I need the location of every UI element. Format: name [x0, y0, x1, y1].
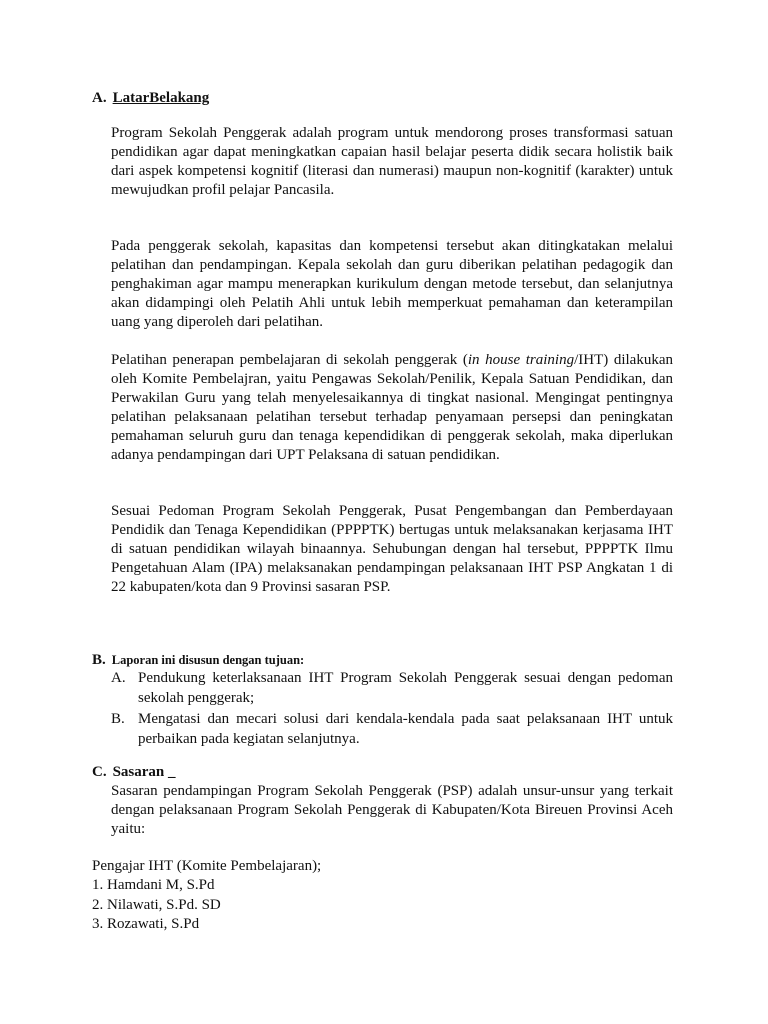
section-a-paragraph-2 — [111, 237, 673, 332]
section-a-letter: A. — [92, 90, 107, 106]
pengajar-name: 1. Hamdani M, S.Pd — [92, 877, 215, 894]
list-marker: A. — [111, 670, 126, 686]
section-a-title: LatarBelakang — [112, 90, 210, 106]
paragraph-3-lead: Pelatihan penerapan pembelajaran di sekolah penggerak ( — [111, 352, 468, 368]
section-b-list — [111, 669, 673, 751]
pengajar-name: 2. Nilawati, S.Pd. SD — [92, 896, 221, 913]
section-c-heading — [92, 762, 176, 782]
section-a-paragraph-3 — [111, 351, 673, 465]
section-c-letter: C. — [92, 764, 107, 780]
section-b-heading — [92, 650, 304, 670]
pengajar-name: 3. Rozawati, S.Pd — [92, 915, 200, 932]
section-a-heading — [92, 88, 209, 108]
paragraph-text: Program Sekolah Penggerak adalah program untuk mendorong proses transformasi satuan pendidikan agar dapat meningkatkan capaian hasil belajar peserta didik secara holistik baik dari aspek kompetensi kognitif (literasi dan numerasi) maupun non-kognitif (karakter) untuk mewujudkan profil pelajar Pancasila. — [111, 125, 673, 198]
section-a-paragraph-4 — [111, 502, 673, 597]
paragraph-text — [111, 351, 673, 465]
paragraph-text: Sasaran pendampingan Program Sekolah Penggerak (PSP) adalah unsur-unsur yang terkait dengan pelaksanaan Program Sekolah Penggerak di Kabupaten/Kota Bireuen Provinsi Aceh yaitu: — [111, 783, 673, 837]
section-a-paragraph-1 — [111, 124, 673, 200]
section-c-title: Sasaran _ — [112, 764, 176, 780]
list-item — [111, 669, 673, 708]
list-marker: B. — [111, 711, 125, 727]
paragraph-3-rest: /IHT) dilakukan oleh Komite Pembelajran, yaitu Pengawas Sekolah/Penilik, Kepala Satuan Pendidikan, dan Perwakilan Guru yang telah menyelesaikannya di tingkat nasional. Mengingat pentingnya pelatihan pelaksanaan pelatihan tersebut terhadap penyamaan persepsi dan peningkatan pemahaman seluruh guru dan tenaga kependidikan di penggerak sekolah, maka diperlukan adanya pendampingan dari UPT Pelaksana di satuan pendidikan. — [111, 352, 673, 463]
paragraph-text: Pada penggerak sekolah, kapasitas dan kompetensi tersebut akan ditingkatakan melalui pelatihan dan pendampingan. Kepala sekolah dan guru diberikan pelatihan pedagogik dan penghakiman agar mampu menerapkan kurikulum dengan metode tersebut, dan selanjutnya akan didampingi oleh Pelatih Ahli untuk lebih memperkuat pemahaman dan keterampilan uang yang diperoleh dari pelatihan. — [111, 238, 673, 330]
section-b-letter: B. — [92, 652, 106, 668]
pengajar-label: Pengajar IHT (Komite Pembelajaran); — [92, 858, 322, 874]
list-item — [111, 710, 673, 749]
pengajar-list — [92, 857, 321, 934]
list-text: Pendukung keterlaksanaan IHT Program Sekolah Penggerak sesuai dengan pedoman sekolah penggerak; — [138, 670, 673, 706]
paragraph-3-italic: in house training — [467, 352, 575, 368]
paragraph-text: Sesuai Pedoman Program Sekolah Penggerak, Pusat Pengembangan dan Pemberdayaan Pendidik dan Tenaga Kependidikan (PPPPTK) bertugas untuk melaksanakan kerjasama IHT di satuan pendidikan wilayah binaannya. Sehubungan dengan hal tersebut, PPPPTK Ilmu Pengetahuan Alam (IPA) melaksanakan pendampingan pelaksanaan IHT PSP Angkatan 1 di 22 kabupaten/kota dan 9 Provinsi sasaran PSP. — [111, 503, 673, 595]
list-text: Mengatasi dan mecari solusi dari kendala-kendala pada saat pelaksanaan IHT untuk perbaikan pada kegiatan selanjutnya. — [138, 711, 673, 747]
section-b-title: Laporan ini disusun dengan tujuan: — [111, 653, 305, 667]
section-c-paragraph — [111, 782, 673, 839]
